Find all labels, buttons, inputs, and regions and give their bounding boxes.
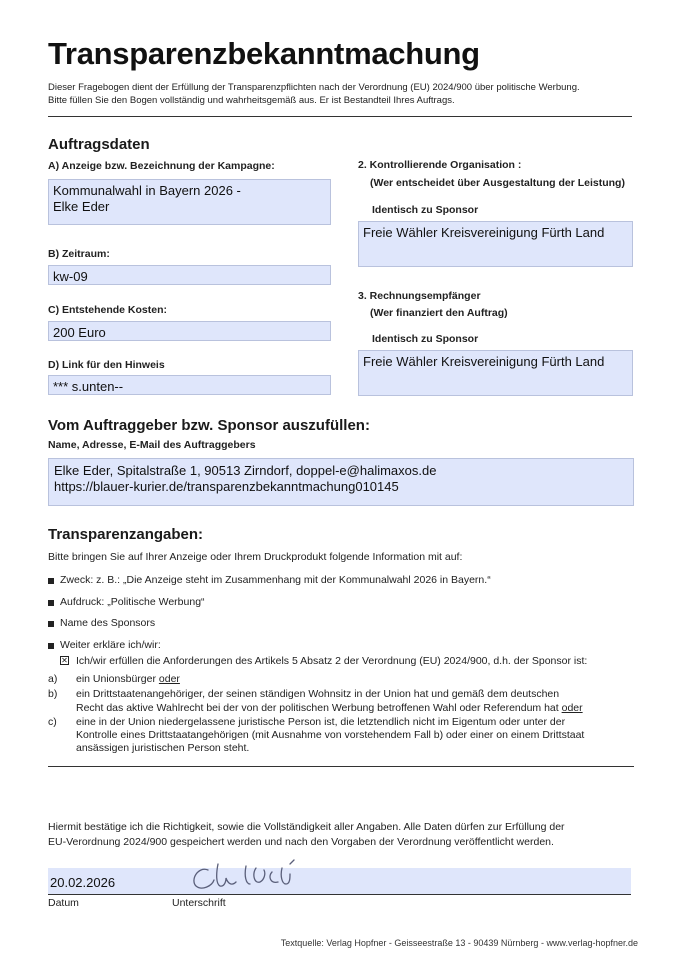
oder-b: oder xyxy=(561,702,583,714)
bestaetigung-line-1: Hiermit bestätige ich die Richtigkeit, sowie die Vollständigkeit aller Angaben. Alle Daten dürfen zur Erfüllung der xyxy=(48,821,565,833)
field-kontrollierende-organisation[interactable]: Freie Wähler Kreisvereinigung Fürth Land xyxy=(358,221,633,267)
checkbox-text: Ich/wir erfüllen die Anforderungen des Artikels 5 Absatz 2 der Verordnung (EU) 2024/900, d.h. der Sponsor ist: xyxy=(76,655,588,667)
divider-top xyxy=(48,116,632,117)
field-zeitraum[interactable]: kw-09 xyxy=(48,265,331,285)
bullet-icon xyxy=(48,643,54,649)
item-a-key: a) xyxy=(48,673,58,685)
field-rechnungsempfaenger[interactable]: Freie Wähler Kreisvereinigung Fürth Land xyxy=(358,350,633,396)
note-rech-identisch: Identisch zu Sponsor xyxy=(372,333,479,345)
intro-line-2: Bitte füllen Sie den Bogen vollständig und wahrheitsgemäß aus. Er ist Bestandteil Ihres Auftrags. xyxy=(48,95,455,106)
item-b-line-2: Recht das aktive Wahlrecht bei der von der politischen Werbung betroffenen Wahl oder Referendum hat oder xyxy=(76,702,583,714)
transparenz-intro: Bitte bringen Sie auf Ihrer Anzeige oder Ihrem Druckprodukt folgende Information mit auf: xyxy=(48,551,463,563)
datum-underline xyxy=(48,894,172,895)
datum-value: 20.02.2026 xyxy=(50,875,116,890)
note-org-identisch: Identisch zu Sponsor xyxy=(372,204,479,216)
field-kosten[interactable]: 200 Euro xyxy=(48,321,331,341)
signature-icon xyxy=(186,856,326,896)
label-unterschrift: Unterschrift xyxy=(172,897,226,909)
label-zeitraum: B) Zeitraum: xyxy=(48,248,110,260)
oder-a: oder xyxy=(158,673,180,685)
field-kampagne[interactable]: Kommunalwahl in Bayern 2026 - Elke Eder xyxy=(48,179,331,225)
field-unterschrift[interactable] xyxy=(172,868,631,894)
list-item-name-sponsor: Name des Sponsors xyxy=(48,617,155,629)
label-rechnungsempfaenger: 3. Rechnungsempfänger xyxy=(358,290,481,302)
label-link: D) Link für den Hinweis xyxy=(48,359,165,371)
label-auftraggeber: Name, Adresse, E-Mail des Auftraggebers xyxy=(48,439,256,451)
item-a-text: ein Unionsbürger oder xyxy=(76,673,180,685)
field-datum[interactable] xyxy=(48,868,172,894)
bullet-icon xyxy=(48,600,54,606)
section-heading-auftragsdaten: Auftragsdaten xyxy=(48,136,150,153)
list-item-zweck: Zweck: z. B.: „Die Anzeige steht im Zusammenhang mit der Kommunalwahl 2026 in Bayern.“ xyxy=(48,574,491,586)
list-item-weiter: Weiter erkläre ich/wir: xyxy=(48,639,161,651)
bestaetigung-line-2: EU-Verordnung 2024/900 gespeichert werden und nach den Vorgaben der Verordnung veröffentlicht werden. xyxy=(48,836,554,848)
item-c-line-2: Kontrolle eines Drittstaatangehörigen (mit Ausnahme von vorstehendem Fall b) oder einer on einem Drittstaat xyxy=(76,729,585,741)
item-b-key: b) xyxy=(48,688,58,700)
field-link[interactable]: *** s.unten-- xyxy=(48,375,331,395)
footer-source: Textquelle: Verlag Hopfner - Geisseestraße 13 - 90439 Nürnberg - www.verlag-hopfner.de xyxy=(280,938,638,948)
bullet-icon xyxy=(48,578,54,584)
bullet-icon xyxy=(48,621,54,627)
page-title: Transparenzbekanntmachung xyxy=(48,36,480,71)
list-item-aufdruck: Aufdruck: „Politische Werbung“ xyxy=(48,596,205,608)
item-c-key: c) xyxy=(48,716,57,728)
label-kontrollierende-organisation: 2. Kontrollierende Organisation : xyxy=(358,159,522,171)
label-kampagne: A) Anzeige bzw. Bezeichnung der Kampagne: xyxy=(48,160,275,172)
section-heading-transparenz: Transparenzangaben: xyxy=(48,526,204,543)
item-c-line-1: eine in der Union niedergelassene juristische Person ist, die letztendlich nicht im Eigentum oder unter der xyxy=(76,716,566,728)
intro-text xyxy=(48,81,580,107)
item-c-line-3: ansässigen juristischen Person steht. xyxy=(76,742,250,754)
label-rechnungsempfaenger-sub: (Wer finanziert den Auftrag) xyxy=(370,307,508,319)
label-kontrollierende-organisation-sub: (Wer entscheidet über Ausgestaltung der Leistung) xyxy=(370,177,625,189)
item-b-line-1: ein Drittstaatenangehöriger, der seinen ständigen Wohnsitz in der Union hat und gemäß dem deutschen xyxy=(76,688,560,700)
label-kosten: C) Entstehende Kosten: xyxy=(48,304,168,316)
section-heading-sponsor: Vom Auftraggeber bzw. Sponsor auszufüllen: xyxy=(48,417,370,434)
unterschrift-underline xyxy=(172,894,631,895)
intro-line-1: Dieser Fragebogen dient der Erfüllung der Transparenzpflichten nach der Verordnung (EU) 2024/900 über politische Werbung. xyxy=(48,82,580,93)
field-auftraggeber[interactable]: Elke Eder, Spitalstraße 1, 90513 Zirndorf, doppel-e@halimaxos.de https://blauer-kurier.de/transparenzbekanntmachung010145 xyxy=(48,458,634,506)
checkbox-anforderungen[interactable]: ✕ xyxy=(61,656,68,665)
label-datum: Datum xyxy=(48,897,79,909)
divider-bottom xyxy=(48,766,634,767)
